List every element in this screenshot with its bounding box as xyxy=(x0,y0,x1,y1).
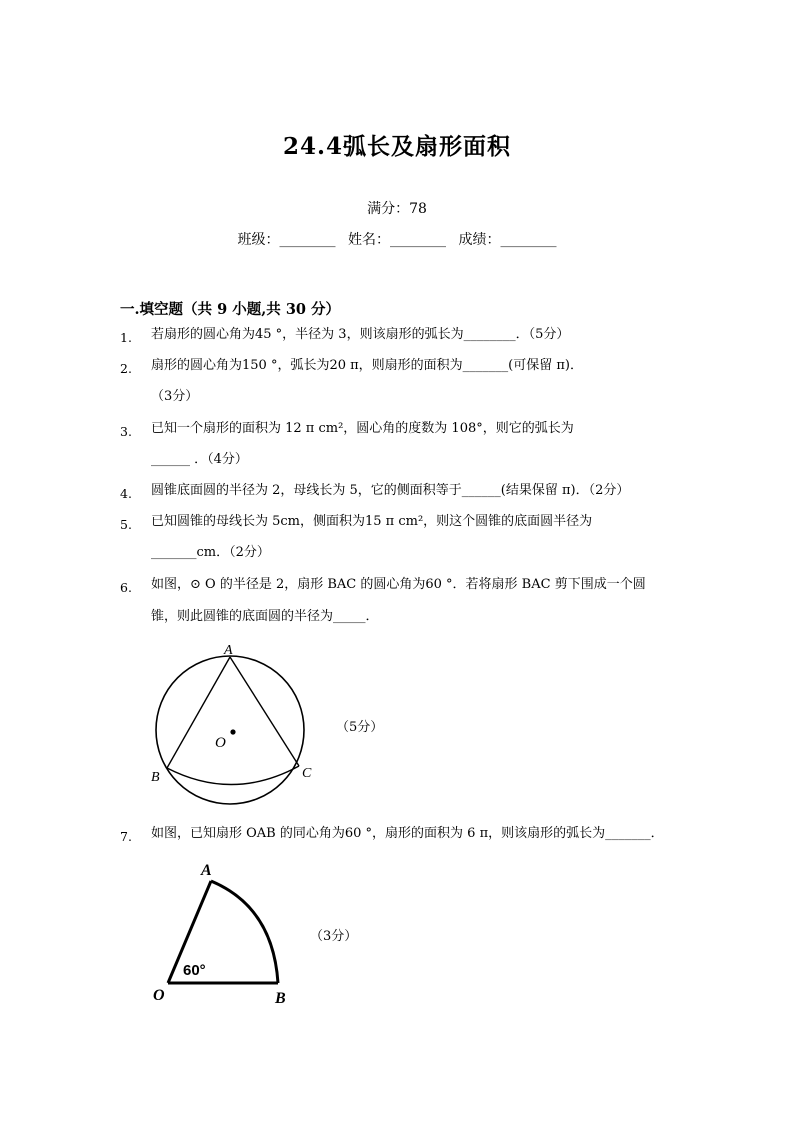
name-field: 姓名：________ xyxy=(348,232,446,248)
page-title: 24.4弧长及扇形面积 xyxy=(282,133,512,160)
question-7-points: （3分） xyxy=(310,929,358,944)
question-number: 4. xyxy=(120,486,132,501)
question-5-blank: _______cm．（2分） xyxy=(151,545,270,560)
question-2-text: 扇形的圆心角为150 °，弧长为20 π，则扇形的面积为_______(可保留 π)． xyxy=(151,358,583,373)
label-b: B xyxy=(275,990,286,1007)
label-c: C xyxy=(302,766,312,781)
arc-ab xyxy=(211,881,278,983)
center-point xyxy=(230,729,235,734)
grade-field: 成绩：________ xyxy=(458,232,557,248)
question-number: 3. xyxy=(120,424,132,439)
label-a: A xyxy=(201,862,212,879)
question-number: 6. xyxy=(120,580,132,595)
question-1-text: 若扇形的圆心角为45 °，半径为 3，则该扇形的弧长为________．（5分） xyxy=(151,327,570,342)
arc-bc xyxy=(167,766,299,785)
question-6-text: 如图，⊙ O 的半径是 2，扇形 BAC 的圆心角为60 °．若将扇形 BAC 剪下围成一个圆 xyxy=(151,577,646,592)
figure-7-sector xyxy=(145,855,305,1010)
radius-ab xyxy=(167,657,230,768)
question-2-points: （3分） xyxy=(151,389,199,404)
angle-label: 60° xyxy=(183,962,206,979)
question-number: 1. xyxy=(120,330,132,345)
question-3-text: 已知一个扇形的面积为 12 π cm²，圆心角的度数为 108°，则它的弧长为 xyxy=(151,421,574,436)
question-4-text: 圆锥底面圆的半径为 2，母线长为 5，它的侧面积等于______(结果保留 π)．（2分） xyxy=(151,483,630,498)
question-6-text-cont: 锥，则此圆锥的底面圆的半径为_____． xyxy=(151,609,379,624)
question-3-blank: ______ ．（4分） xyxy=(151,452,248,467)
label-b: B xyxy=(151,770,160,785)
question-number: 5. xyxy=(120,517,132,532)
class-field: 班级：________ xyxy=(237,232,336,248)
question-6-points: （5分） xyxy=(336,720,384,735)
student-info-line xyxy=(0,229,794,249)
section-title: 一.填空题（共 9 小题,共 30 分） xyxy=(120,301,341,318)
question-5-text: 已知圆锥的母线长为 5cm，侧面积为15 π cm²，则这个圆锥的底面圆半径为 xyxy=(151,514,593,529)
question-number: 7. xyxy=(120,829,132,844)
circle-o xyxy=(156,656,304,804)
label-o: O xyxy=(215,735,226,751)
label-a: A xyxy=(224,643,233,658)
figure-6-circle-sector xyxy=(140,640,330,815)
radius-ac xyxy=(230,657,299,766)
full-score: 满分：78 xyxy=(367,201,427,217)
question-number: 2. xyxy=(120,361,132,376)
question-7-text: 如图，已知扇形 OAB 的同心角为60 °，扇形的面积为 6 π，则该扇形的弧长为_______． xyxy=(151,826,664,841)
label-o: O xyxy=(153,987,165,1004)
